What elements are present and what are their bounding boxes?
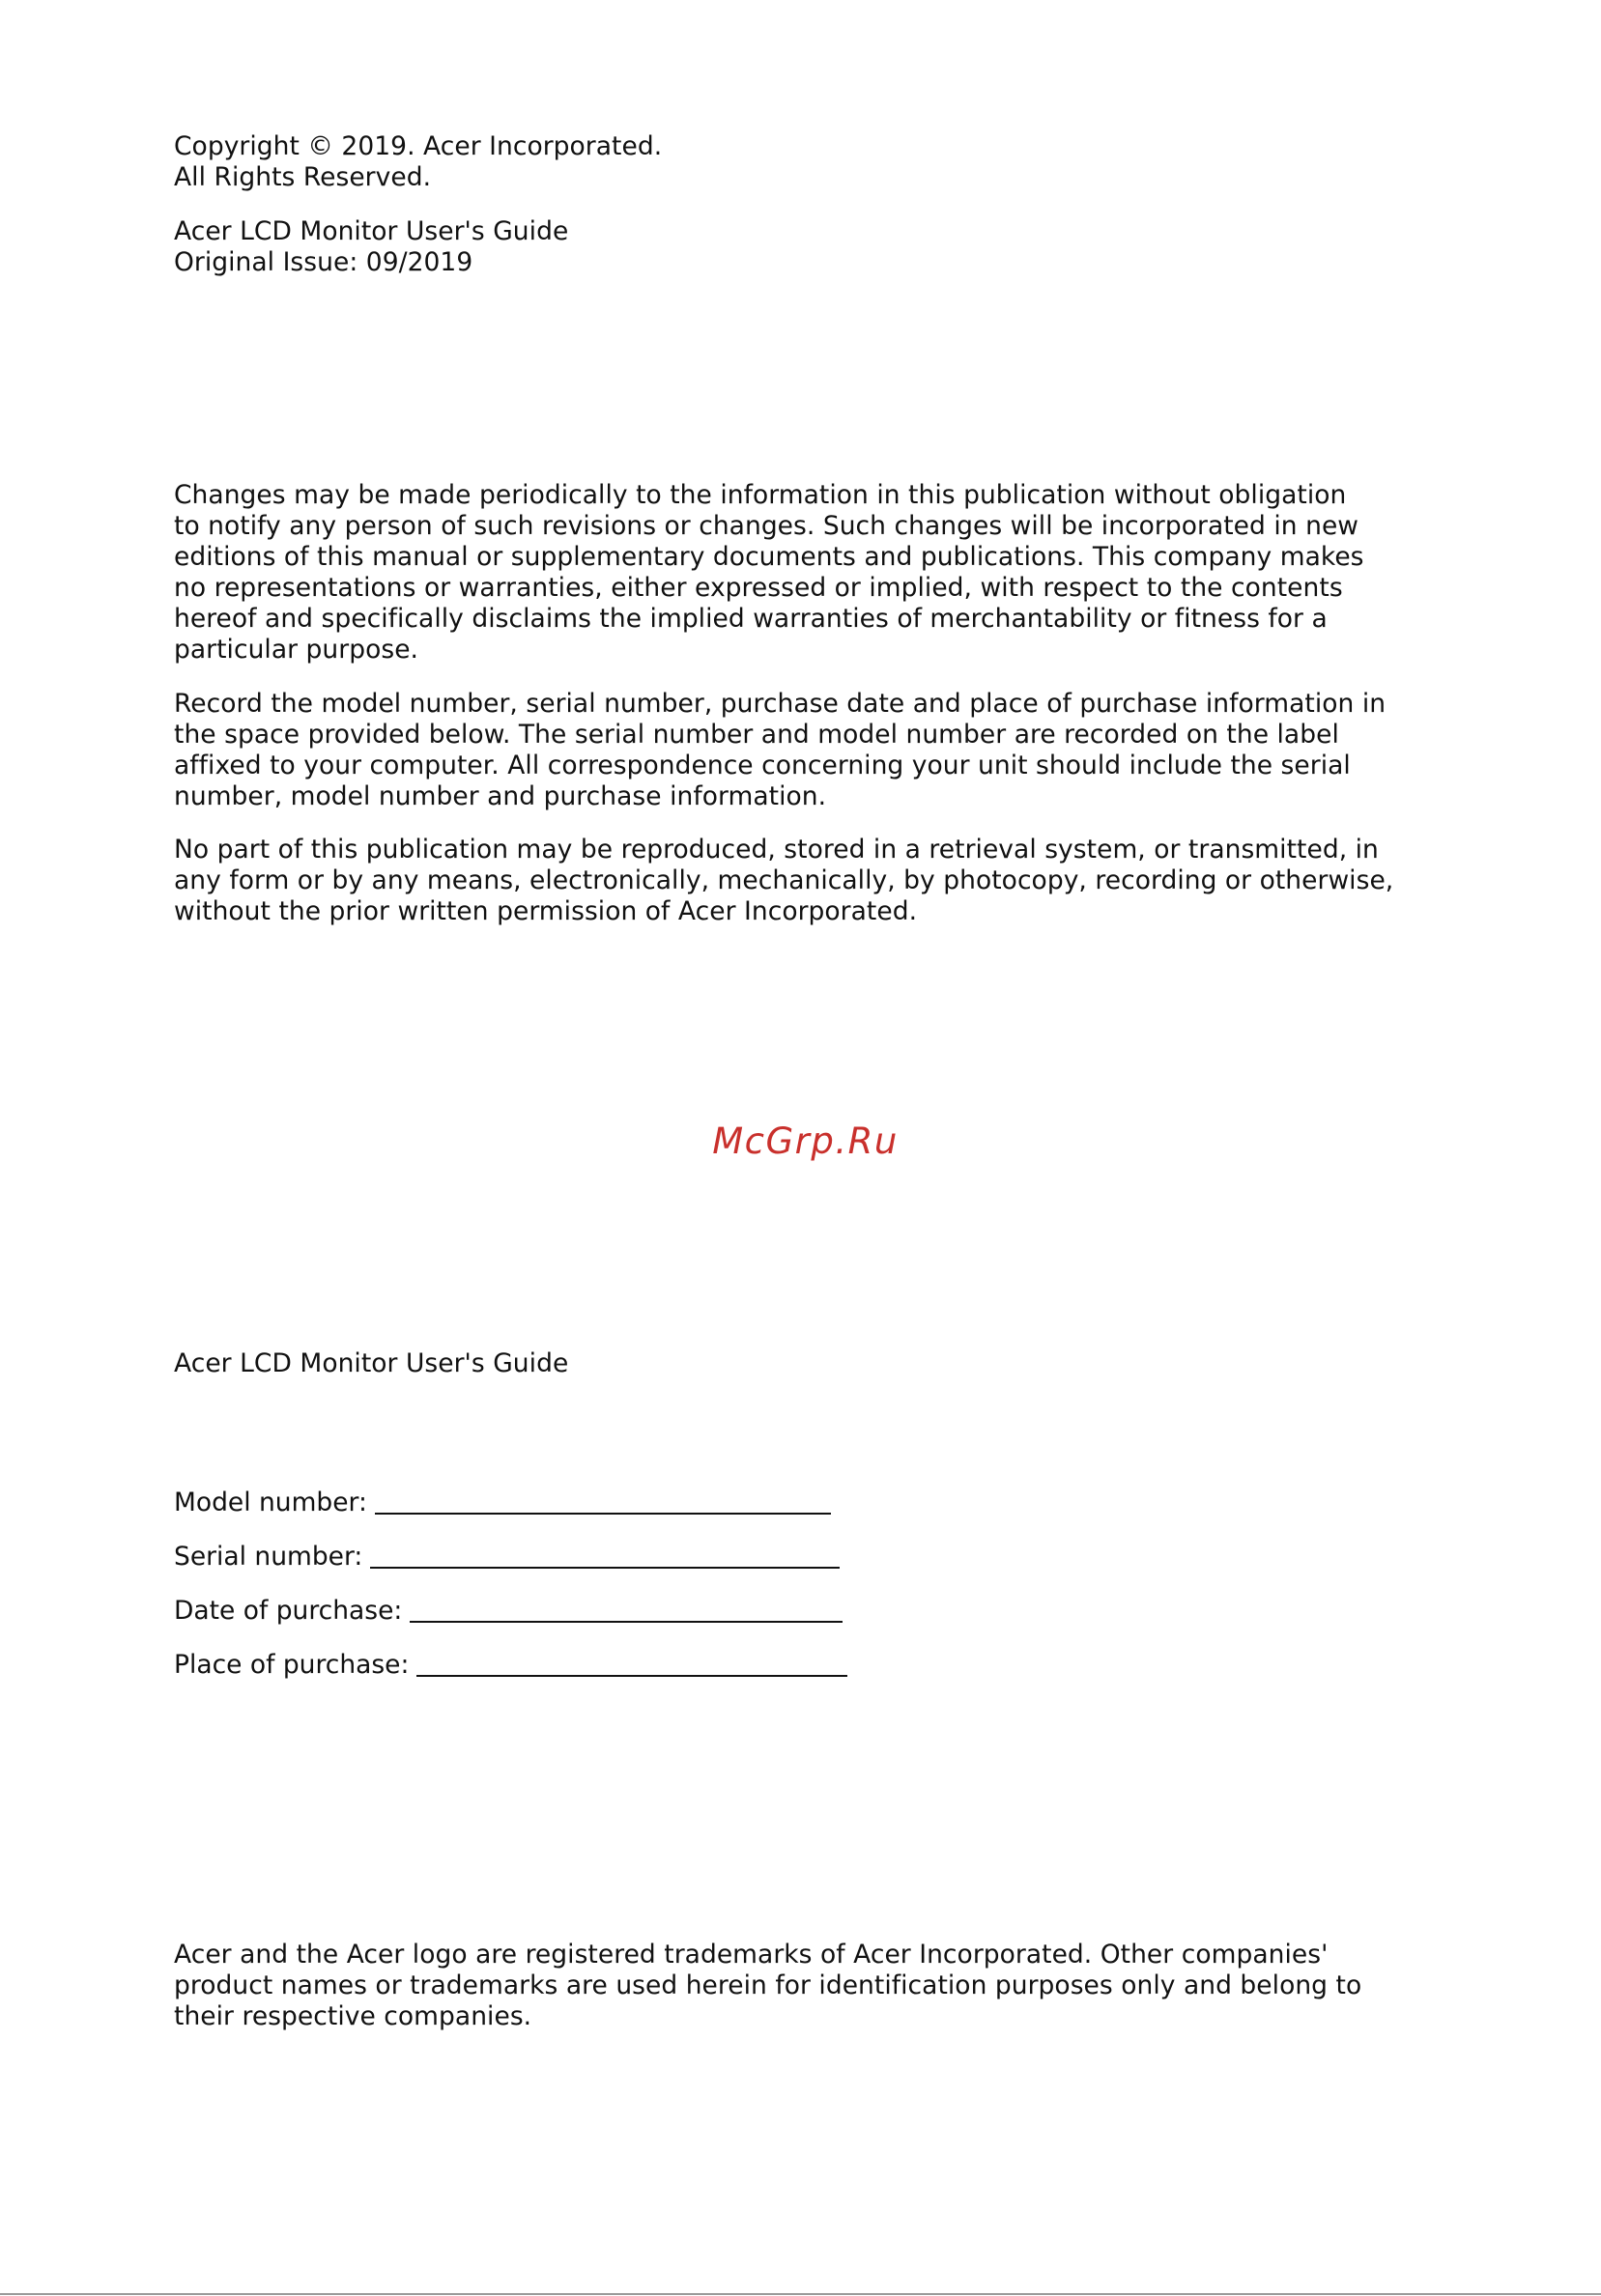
paragraph-line: No part of this publication may be reproduced, stored in a retrieval system, or transmitted, in (174, 835, 1379, 865)
paragraph-line: editions of this manual or supplementary documents and publications. This company makes (174, 542, 1364, 572)
paragraph-line: Changes may be made periodically to the information in this publication without obligation (174, 480, 1347, 510)
record-title-text: Acer LCD Monitor User's Guide (174, 1348, 569, 1378)
paragraph-line: no representations or warranties, either expressed or implied, with respect to the contents (174, 573, 1343, 603)
paragraph-line: particular purpose. (174, 635, 419, 665)
paragraph-line: affixed to your computer. All correspondence concerning your unit should include the serial (174, 751, 1351, 780)
paragraph-line: hereof and specifically disclaims the implied warranties of merchantability or fitness for a (174, 604, 1328, 634)
paragraph-line: to notify any person of such revisions or changes. Such changes will be incorporated in new (174, 511, 1359, 541)
place-of-purchase-label: Place of purchase: (174, 1650, 410, 1680)
serial-number-field (174, 1534, 840, 1573)
model-number-blank-line (375, 1486, 831, 1515)
date-of-purchase-label: Date of purchase: (174, 1596, 403, 1626)
serial-number-label: Serial number: (174, 1542, 363, 1572)
paragraph-line: Record the model number, serial number, purchase date and place of purchase information in (174, 689, 1387, 719)
paragraph-line: without the prior written permission of Acer Incorporated. (174, 896, 918, 926)
guide-title: Acer LCD Monitor User's Guide (174, 216, 569, 246)
place-of-purchase-field (174, 1642, 847, 1681)
copyright-line: Copyright © 2019. Acer Incorporated. (174, 131, 663, 161)
record-info-paragraph (174, 689, 1387, 812)
guide-info (174, 216, 1372, 278)
trademark-line: Acer and the Acer logo are registered trademarks of Acer Incorporated. Other companies' (174, 1940, 1329, 1970)
date-of-purchase-field (174, 1588, 843, 1627)
paragraph-line: any form or by any means, electronically, mechanically, by photocopy, recording or otherwise, (174, 865, 1394, 895)
changes-disclaimer-paragraph (174, 480, 1372, 666)
rights-reserved-line: All Rights Reserved. (174, 162, 432, 192)
trademark-notice (174, 1940, 1372, 2032)
model-number-label: Model number: (174, 1488, 367, 1517)
watermark-text: McGrp.Ru (712, 1120, 899, 1162)
trademark-line: their respective companies. (174, 2001, 532, 2031)
serial-number-blank-line (370, 1540, 840, 1569)
watermark (0, 1120, 1601, 1162)
reproduction-notice-paragraph (174, 835, 1394, 927)
copyright-notice (174, 131, 1372, 193)
paragraph-line: the space provided below. The serial number and model number are recorded on the label (174, 720, 1339, 750)
date-of-purchase-blank-line (410, 1594, 843, 1623)
record-section-title (174, 1348, 1372, 1379)
paragraph-line: number, model number and purchase information. (174, 781, 827, 811)
original-issue: Original Issue: 09/2019 (174, 247, 473, 277)
model-number-field (174, 1480, 831, 1518)
place-of-purchase-blank-line (416, 1648, 847, 1677)
trademark-line: product names or trademarks are used herein for identification purposes only and belong to (174, 1970, 1362, 2000)
bottom-border-line (0, 2293, 1601, 2295)
